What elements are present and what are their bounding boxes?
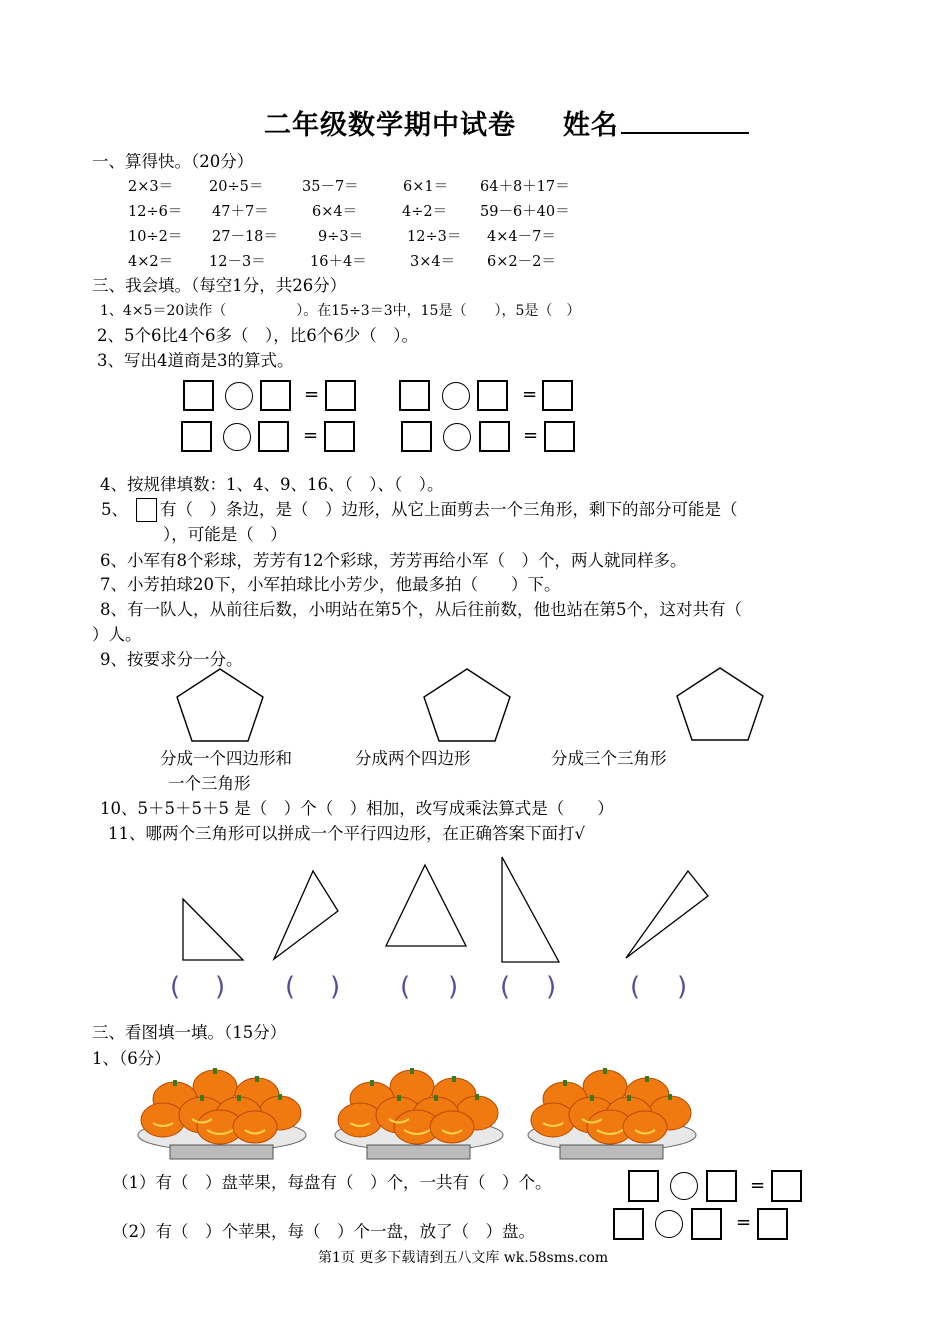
- question-9: 9、按要求分一分。: [100, 650, 243, 669]
- answer-box[interactable]: [757, 1208, 788, 1240]
- question-6: 6、小军有8个彩球，芳芳有12个彩球，芳芳再给小军（ ）个，两人就同样多。: [100, 551, 687, 570]
- equals-sign: =: [523, 425, 539, 446]
- arithmetic-problem[interactable]: 4×2＝: [128, 254, 174, 270]
- arithmetic-problem[interactable]: 12÷6＝: [128, 204, 183, 220]
- question-1: 1、4×5＝20读作（ ）。在15÷3＝3中，15是（ ），5是（ ）: [100, 303, 581, 319]
- section3-q1-label: 1、（6分）: [92, 1049, 171, 1068]
- question-3: 3、写出4道商是3的算式。: [97, 351, 294, 370]
- operator-circle[interactable]: [443, 423, 471, 451]
- question-5-line2: ），可能是（ ）: [163, 525, 287, 544]
- pentagon-label-1: 分成一个四边形和: [160, 749, 292, 768]
- triangle-option-5: [620, 866, 715, 966]
- equals-sign: =: [736, 1212, 752, 1233]
- answer-box[interactable]: [613, 1208, 644, 1240]
- page-footer: 第1页 更多下载请到五八文库 wk.58sms.com: [318, 1250, 609, 1266]
- section3-part2: （2）有（ ）个苹果，每（ ）个一盘，放了（ ）盘。: [112, 1222, 535, 1241]
- triangle-option-2: [268, 866, 343, 966]
- answer-box[interactable]: [706, 1170, 737, 1202]
- arithmetic-problem[interactable]: 35－7＝: [302, 179, 359, 195]
- pentagon-3[interactable]: [670, 664, 770, 744]
- operator-circle[interactable]: [670, 1172, 698, 1200]
- answer-box[interactable]: [324, 421, 355, 452]
- section2-heading: 三、我会填。（每空1分，共26分）: [92, 276, 347, 295]
- arithmetic-problem[interactable]: 20÷5＝: [209, 179, 264, 195]
- answer-box[interactable]: [542, 380, 573, 411]
- title-text: 二年级数学期中试卷: [264, 110, 516, 141]
- equals-sign: =: [522, 384, 538, 405]
- answer-box[interactable]: [771, 1170, 802, 1202]
- triangle-option-4: [495, 852, 565, 967]
- name-label: 姓名: [562, 110, 619, 141]
- answer-box[interactable]: [401, 421, 432, 452]
- pentagon-1[interactable]: [170, 665, 270, 745]
- arithmetic-problem[interactable]: 6×2－2＝: [487, 254, 556, 270]
- answer-box[interactable]: [260, 380, 291, 411]
- square-shape-icon: [136, 498, 157, 522]
- pentagon-label-2: 分成两个四边形: [355, 749, 471, 768]
- question-5-prefix: 5、: [101, 500, 128, 519]
- pentagon-label-1-line2: 一个三角形: [168, 774, 251, 793]
- pumpkin-plate-1: [135, 1065, 310, 1165]
- section3-heading: 三、看图填一填。（15分）: [92, 1023, 287, 1042]
- question-2: 2、5个6比4个6多（ ），比6个6少（ ）。: [97, 326, 418, 345]
- arithmetic-problem[interactable]: 12÷3＝: [407, 229, 462, 245]
- answer-box[interactable]: [544, 421, 575, 452]
- operator-circle[interactable]: [655, 1210, 683, 1238]
- arithmetic-problem[interactable]: 9÷3＝: [318, 229, 364, 245]
- name-blank[interactable]: [621, 110, 749, 134]
- question-7: 7、小芳拍球20下，小军拍球比小芳少，他最多拍（ ）下。: [100, 575, 561, 594]
- section3-part1: （1）有（ ）盘苹果，每盘有（ ）个，一共有（ ）个。: [112, 1173, 552, 1192]
- arithmetic-problem[interactable]: 6×1＝: [403, 179, 449, 195]
- arithmetic-problem[interactable]: 4÷2＝: [402, 204, 448, 220]
- arithmetic-problem[interactable]: 12－3＝: [209, 254, 266, 270]
- equals-sign: =: [304, 384, 320, 405]
- arithmetic-problem[interactable]: 4×4－7＝: [487, 229, 556, 245]
- answer-box[interactable]: [181, 421, 212, 452]
- answer-box[interactable]: [183, 380, 214, 411]
- pentagon-2[interactable]: [417, 665, 517, 745]
- arithmetic-problem[interactable]: 10÷2＝: [128, 229, 183, 245]
- equals-sign: =: [303, 425, 319, 446]
- answer-box[interactable]: [258, 421, 289, 452]
- operator-circle[interactable]: [225, 382, 253, 410]
- arithmetic-problem[interactable]: 27－18＝: [212, 229, 278, 245]
- arithmetic-problem[interactable]: 2×3＝: [128, 179, 174, 195]
- question-8-line2: ）人。: [92, 625, 142, 644]
- arithmetic-problem[interactable]: 3×4＝: [410, 254, 456, 270]
- triangle-option-1: [175, 895, 250, 965]
- operator-circle[interactable]: [442, 382, 470, 410]
- arithmetic-problem[interactable]: 47＋7＝: [212, 204, 269, 220]
- answer-box[interactable]: [628, 1170, 659, 1202]
- arithmetic-problem[interactable]: 64＋8＋17＝: [480, 179, 570, 195]
- equals-sign: =: [750, 1175, 766, 1196]
- triangle-option-3: [380, 860, 475, 955]
- question-5-line1: 有（ ）条边，是（ ）边形，从它上面剪去一个三角形，剩下的部分可能是（: [160, 500, 738, 519]
- question-11: 11、哪两个三角形可以拼成一个平行四边形，在正确答案下面打√: [108, 824, 586, 843]
- question-4: 4、按规律填数：1、4、9、16、（ ）、（ ）。: [100, 475, 444, 494]
- arithmetic-problem[interactable]: 16＋4＝: [310, 254, 367, 270]
- pumpkin-plate-2: [332, 1065, 507, 1165]
- answer-box[interactable]: [479, 421, 510, 452]
- answer-box[interactable]: [325, 380, 356, 411]
- arithmetic-problem[interactable]: 59－6＋40＝: [480, 204, 570, 220]
- answer-box[interactable]: [477, 380, 508, 411]
- arithmetic-problem[interactable]: 6×4＝: [312, 204, 358, 220]
- pentagon-label-3: 分成三个三角形: [551, 749, 667, 768]
- answer-box[interactable]: [399, 380, 430, 411]
- operator-circle[interactable]: [223, 423, 251, 451]
- section1-heading: 一、算得快。（20分）: [92, 152, 254, 171]
- pumpkin-plate-3: [525, 1065, 700, 1165]
- answer-box[interactable]: [691, 1208, 722, 1240]
- question-10: 10、5＋5＋5＋5 是（ ）个（ ）相加，改写成乘法算式是（ ）: [100, 799, 614, 818]
- question-8-line1: 8、有一队人，从前往后数，小明站在第5个，从后往前数，他也站在第5个，这对共有（: [100, 600, 742, 619]
- page-title: [264, 103, 749, 142]
